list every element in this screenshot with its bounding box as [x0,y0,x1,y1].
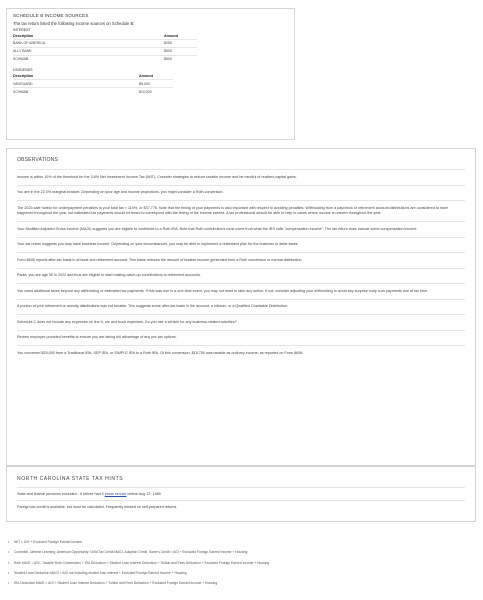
footnote-text: IRA Deduction MAGI = AGI + Student Loan Interest Deduction + Tuition and Fees Deduction + Excluded Foreign Earned Income + Housing [14,581,218,586]
footnote-text: Student Loan Deduction MAGI = AGI not including student loan interest + Excluded Foreign Earned Income + Housing [14,570,187,575]
nc-hint-text: before Aug 12, 1989 [127,492,161,496]
observation-item: A portion of your retirement or annuity distributions was not taxable. This suggests some after-tax basis in the account, a rollover, or a Qualified Charitable Distribution. [17,299,465,315]
nc-hint-text: State and federal pensions excluded - If retiree had 5 [17,492,104,496]
table-row [13,47,197,55]
row-amount: $10,000 [139,88,173,95]
interest-label: INTEREST [13,28,31,32]
footnote-text: Roth MAGI = AGI - Taxable Roth Conversions + IRA Deduction + Student Loan Interest Deduction + Tuition and Fees Deduction + Excluded Foreign Earned Income + Housing [14,560,270,565]
column-header-description: Description [13,74,34,79]
row-amount: $250 [164,40,197,48]
table-row [13,40,197,48]
years-service-link[interactable]: years service [104,492,127,496]
dividends-label: DIVIDENDS [13,68,33,73]
nc-hint-item: Foreign tax credit is available, but must be calculated. Frequently missed on self-prepared returns. [17,500,465,513]
footnote-item [8,571,468,575]
row-description: SCHWAB [13,88,139,95]
row-description: BANK OF AMERICA [13,40,164,48]
observation-item: Schedule C does not include any expenses on line 9, car and truck expenses. Do you use a vehicle for any business-related activities? [17,314,465,330]
schedule-b-title: SCHEDULE B INCOME SOURCES [13,13,89,18]
magi-footnotes [8,540,468,591]
observation-item: Income is within 10% of the threshold for the 3.8% Net Investment Income Tax (NIIT). Consider strategies to reduce taxable income and be mindful of realized capital gains. [17,169,465,185]
dividends-table [13,74,173,95]
footnote-item [8,540,468,544]
observation-item: You owed additional taxes beyond any withholding or estimated tax payments. If this was due to a one-time event, you may not need to take any action. If not, consider adjusting your withholding to avoid any surprise lump sum payments due at tax time. [17,283,465,299]
observation-item: You are in the 22.0% marginal bracket. Depending on your age and income projections, you might consider a Roth conversion. [17,185,465,201]
bullet-icon: • [8,550,10,555]
footnote-text: Coverdell, Lifetime Learning, American Opportunity, Child Tax Credit MAGI, Adoption Credit, Saver's Credit = AGI + Excluded Foreign Earned Income + Housing [14,550,248,555]
column-header-description: Description [13,34,34,38]
observation-item: You converted $25,000 from a Traditional IRA, SEP IRA, or SIMPLE IRA to a Roth IRA. Of this conversion, $15,750 was taxable as ordinary income, as reported on Form 8606. [17,345,465,361]
footnote-text: NIIT = AGI + Excluded Foreign Earned Income [14,540,83,544]
footnote-item [8,581,468,585]
nc-title: NORTH CAROLINA STATE TAX HINTS [17,476,124,482]
nc-hint-item [17,487,465,500]
table-row [13,80,173,88]
table-row [13,55,197,62]
column-header-amount: Amount [139,74,153,79]
observation-item: The 2023 safe harbor for underpayment penalties is your total tax × 110%, or $37,778. Note that the timing of your payments is also important with respect to avoiding penalties. Withholding from a paycheck or retirement account distributions are considered to have happened throughout the year, but estimated tax payments should be timed to correspond with the timing of the income earned. A tax professional should be able to help in cases where income is uneven throughout the year. [17,200,465,221]
bullet-icon: • [8,540,10,544]
footnote-item [8,550,468,554]
table-row [13,88,173,95]
observation-item: Your Modified Adjusted Gross Income (MAGI) suggests you are eligible to contribute to a Roth IRA. Note that Roth contributions must come from what the IRS calls "compensation income". The tax return does include some compensation income. [17,221,465,237]
row-description: ALLY BANK [13,47,164,55]
observation-item: Form 8606 reports after-tax basis in at least one retirement account. This basis reduces the amount of taxable income generated from a Roth conversion or normal distribution. [17,252,465,268]
row-description: SCHWAB [13,55,164,62]
row-amount: $5,000 [139,80,173,88]
observation-item: Paula, you are age 50 in 2022 and thus are eligible to start making catch-up contributions to retirement accounts. [17,268,465,284]
observation-item: Your tax return suggests you may have business income. Depending on your circumstances, you may be able to implement a retirement plan for the business to defer taxes. [17,237,465,253]
row-amount: $500 [164,47,197,55]
row-amount: $500 [164,55,197,62]
schedule-b-intro: The tax return listed the following income sources on Schedule B: [13,21,135,26]
bullet-icon: • [8,570,10,575]
row-description: VANGUARD [13,80,139,88]
schedule-b-card [6,8,295,140]
observation-item: Review employer-provided benefits to ensure you are taking full advantage of any pre-tax options. [17,330,465,346]
footnote-item [8,561,468,565]
interest-table [13,34,197,62]
observations-title: OBSERVATIONS [17,157,59,163]
column-header-amount: Amount [164,34,178,38]
observations-card [6,148,476,466]
nc-state-tax-hints-card [6,466,476,522]
bullet-icon: • [8,581,10,586]
bullet-icon: • [8,560,10,565]
